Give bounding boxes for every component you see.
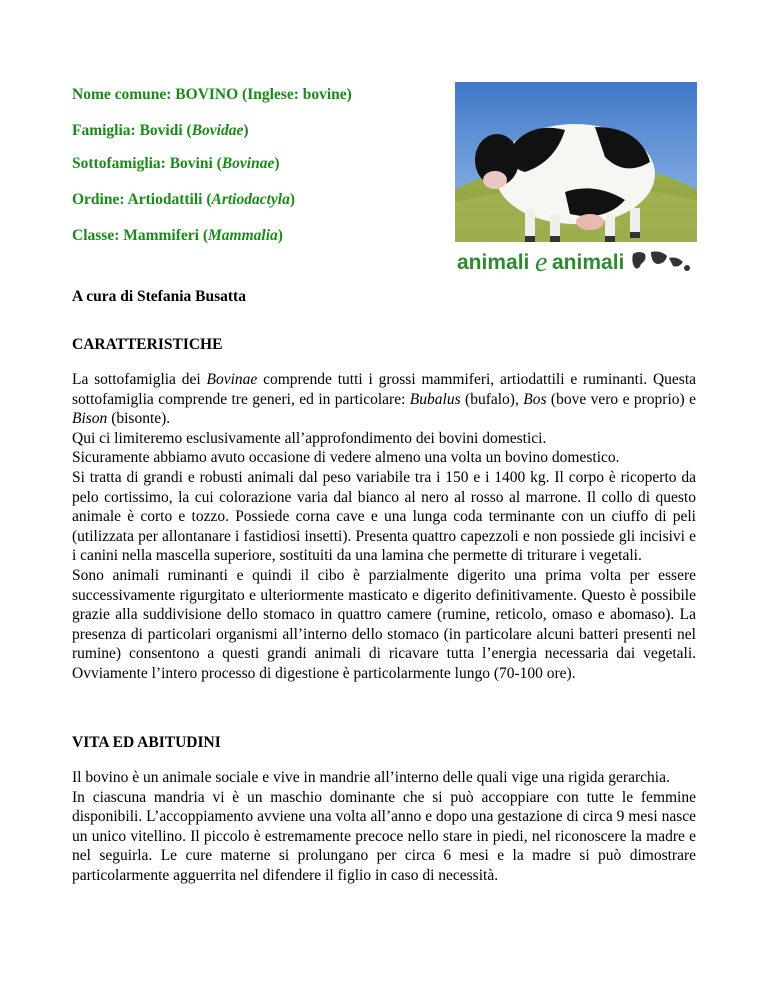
- logo-text-left: animali: [457, 251, 530, 274]
- order-close: ): [289, 191, 296, 208]
- class-latin: Mammalia: [208, 227, 278, 244]
- author-line: A cura di Stefania Busatta: [72, 288, 246, 305]
- vita-paragraph-2: In ciascuna mandria vi è un maschio dominante che si può accoppiare con tutte le femmine disponibili. L’accoppiamento avviene una volta all’anno e dopo una gestazione di circa 9 mesi nasce un unico vitellino. Il piccolo è estremamente precoce nello stare in piedi, nel riconoscere la madre e nel seguirla. Le cure materne si prolungano per circa 6 mesi e la madre si può dimostrare particolarmente agguerrita nel difendere il figlio in caso di necessità.: [72, 788, 696, 884]
- class-close: ): [277, 227, 283, 244]
- family-label: Famiglia: Bovidi (: [72, 122, 192, 139]
- caratteristiche-paragraph-4: Si tratta di grandi e robusti animali dal peso variabile tra i 150 e i 1400 kg. Il corpo è ricoperto da pelo cortissimo, la cui colorazione varia dal bianco al nero al rosso al marrone. Il collo di questo animale è corto e tozzo. Possiede corna cave e una lunga coda terminante con un ciuffo di peli (utilizzata per allontanare i fastidiosi insetti). Presenta quattro capezzoli e non possiede gli incisivi e i canini nella mascella superiore, sostituiti da una lamina che permette di triturare i vegetali.: [72, 468, 696, 565]
- family-latin: Bovidae: [191, 122, 244, 139]
- common-name-line: [72, 86, 352, 104]
- section-title-caratteristiche: CARATTERISTICHE: [72, 336, 223, 353]
- caratteristiche-body: [72, 370, 696, 684]
- class-line: [72, 227, 283, 245]
- subfamily-line: [72, 155, 280, 173]
- order-label: Ordine: Artiodattili (: [72, 191, 212, 208]
- order-line: [72, 191, 295, 209]
- subfamily-latin: Bovinae: [221, 155, 275, 172]
- cow-photo: [455, 82, 697, 278]
- vita-body: [72, 768, 696, 886]
- caratteristiche-paragraph-1: La sottofamiglia dei Bovinae comprende tutti i grossi mammiferi, artiodattili e ruminanti. Questa sottofamiglia comprende tre generi, ed in particolare: Bubalus (bufalo), Bos (bove vero e proprio) e Bison (bisonte).: [72, 371, 697, 428]
- caratteristiche-paragraph-2: Qui ci limiteremo esclusivamente all’approfondimento dei bovini domestici.: [72, 429, 547, 447]
- logo-text-right: animali: [552, 251, 625, 274]
- order-latin: Artiodactyla: [211, 191, 290, 208]
- family-close: ): [243, 122, 249, 139]
- logo-text-e: e: [535, 247, 548, 278]
- subfamily-close: ): [274, 155, 280, 172]
- subfamily-label: Sottofamiglia: Bovini (: [72, 155, 222, 172]
- vita-paragraph-1: Il bovino è un animale sociale e vive in mandrie all’interno delle quali vige una rigida gerarchia.: [72, 769, 670, 786]
- caratteristiche-paragraph-5: Sono animali ruminanti e quindi il cibo è parzialmente digerito una prima volta per essere successivamente rigurgitato e ulteriormente masticato e digerito definitivamente. Questo è possibile grazie alla suddivisione dello stomaco in quattro camere (rumine, reticolo, omaso e abomaso). La presenza di particolari organismi all’interno dello stomaco (in particolare alcuni batteri presenti nel rumine) consentono a questi grandi animali di ricavare tutta l’energia necessaria dai vegetali. Ovviamente l’intero processo di digestione è particolarmente lungo (70-100 ore).: [72, 566, 696, 682]
- common-name-text: Nome comune: BOVINO (Inglese: bovine): [72, 86, 352, 103]
- family-line: [72, 122, 249, 140]
- class-label: Classe: Mammiferi (: [72, 227, 209, 244]
- section-title-vita: VITA ED ABITUDINI: [72, 734, 221, 751]
- caratteristiche-paragraph-3: Sicuramente abbiamo avuto occasione di vedere almeno una volta un bovino domestico.: [72, 449, 620, 467]
